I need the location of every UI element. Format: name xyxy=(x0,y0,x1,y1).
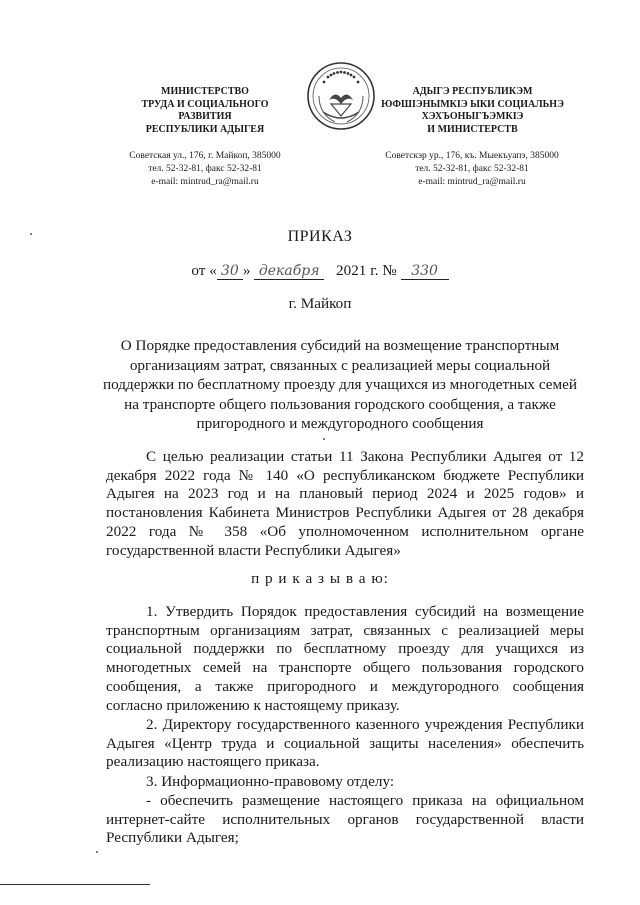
order-date-line xyxy=(0,262,640,280)
item-1-text: 1. Утвердить Порядок предоставления субсидий на возмещение транспортным организациям затрат, связанных с реализацией меры социальной поддержки по бесплатному проезду для учащихся из многодетных семей на транспорте общего пользования городского сообщения, а также пригородного и междугородного сообщения согласно приложению к настоящему приказу. xyxy=(106,603,584,714)
city-line: г. Майкоп xyxy=(288,295,352,312)
title-line: пригородного и междугородного сообщения xyxy=(196,415,484,432)
title-line: на транспорте общего пользования городского сообщения, а также xyxy=(124,395,556,413)
scan-speck xyxy=(96,851,98,853)
item-2-text: 2. Директору государственного казенного учреждения Республики Адыгея «Центр труда и социальной защиты населения» обеспечить реализацию настоящего приказа. xyxy=(106,716,584,771)
title-line: поддержки по бесплатному проезду для учащихся из многодетных семей xyxy=(103,376,577,393)
item-3-text: 3. Информационно-правовому отделу: xyxy=(146,773,395,790)
ministry-name-line: АДЫГЭ РЕСПУБЛИКЭМ xyxy=(412,86,533,97)
item-3-sub-text: - обеспечить размещение настоящего приказа на официальном интернет-сайте исполнительных органов государственной власти Республики Адыгея; xyxy=(106,792,584,847)
date-prefix: от « xyxy=(191,262,217,279)
ministry-name-line: ТРУДА И СОЦИАЛЬНОГО xyxy=(141,98,269,110)
ministry-name-ru xyxy=(120,86,290,136)
address-line: Советская ул., 176, г. Майкоп, 385000 xyxy=(129,151,281,161)
order-number: 330 xyxy=(401,263,449,280)
ministry-name-line: РЕСПУБЛИКИ АДЫГЕЯ xyxy=(145,123,265,135)
preamble-paragraph xyxy=(106,448,584,560)
page-bottom-rule xyxy=(0,884,150,885)
scan-speck xyxy=(323,438,325,440)
ministry-name-ady xyxy=(380,86,565,136)
order-item-3-sub xyxy=(106,792,584,848)
document-type-heading: ПРИКАЗ xyxy=(287,228,353,245)
email-line: e-mail: mintrud_ra@mail.ru xyxy=(418,177,526,187)
date-mid: » xyxy=(242,262,251,279)
address-line: Советскэр ур., 176, къ. Мыекъуапэ, 385000 xyxy=(385,151,559,161)
phone-line: тел. 52-32-81, факс 52-32-81 xyxy=(415,164,529,174)
title-line: О Порядке предоставления субсидий на возмещение транспортным xyxy=(120,337,560,354)
order-title xyxy=(90,336,590,434)
date-day: 30 xyxy=(217,263,243,280)
coat-of-arms-emblem xyxy=(305,60,377,132)
ministry-address-ady xyxy=(372,150,572,189)
email-line: e-mail: mintrud_ra@mail.ru xyxy=(151,177,259,187)
date-year-number: 2021 г. № xyxy=(336,262,397,279)
preamble-text: С целью реализации статьи 11 Закона Республики Адыгея от 12 декабря 2022 года № 140 «О республиканском бюджете Республики Адыгея на 2023 год и на плановый период 2024 и 2025 годов» и постановления Кабинета Министров Республики Адыгея от 28 декабря 2022 года № 358 «Об уполномоченном исполнительном органе государственной власти Республики Адыгея» xyxy=(106,448,584,559)
order-item-3 xyxy=(106,773,584,792)
ministry-name-line: ЮФШІЭНЫМКІЭ ЫКИ СОЦИАЛЬНЭ xyxy=(381,98,564,110)
ministry-name-line: ХЭХЪОНЫГЪЭМКІЭ xyxy=(421,111,524,122)
order-item-2 xyxy=(106,716,584,772)
ministry-name-line: РАЗВИТИЯ xyxy=(178,111,232,122)
ministry-address-ru xyxy=(110,150,300,189)
order-word: п р и к а з ы в а ю: xyxy=(251,570,389,587)
date-month: декабря xyxy=(254,263,324,280)
title-line: организациям затрат, связанных с реализацией меры социальной xyxy=(129,356,551,374)
ministry-name-line: И МИНИСТЕРСТВ xyxy=(427,123,518,135)
scan-speck xyxy=(30,233,32,235)
order-item-1 xyxy=(106,603,584,715)
ministry-name-line: МИНИСТЕРСТВО xyxy=(161,86,249,97)
phone-line: тел. 52-32-81, факс 52-32-81 xyxy=(148,164,262,174)
